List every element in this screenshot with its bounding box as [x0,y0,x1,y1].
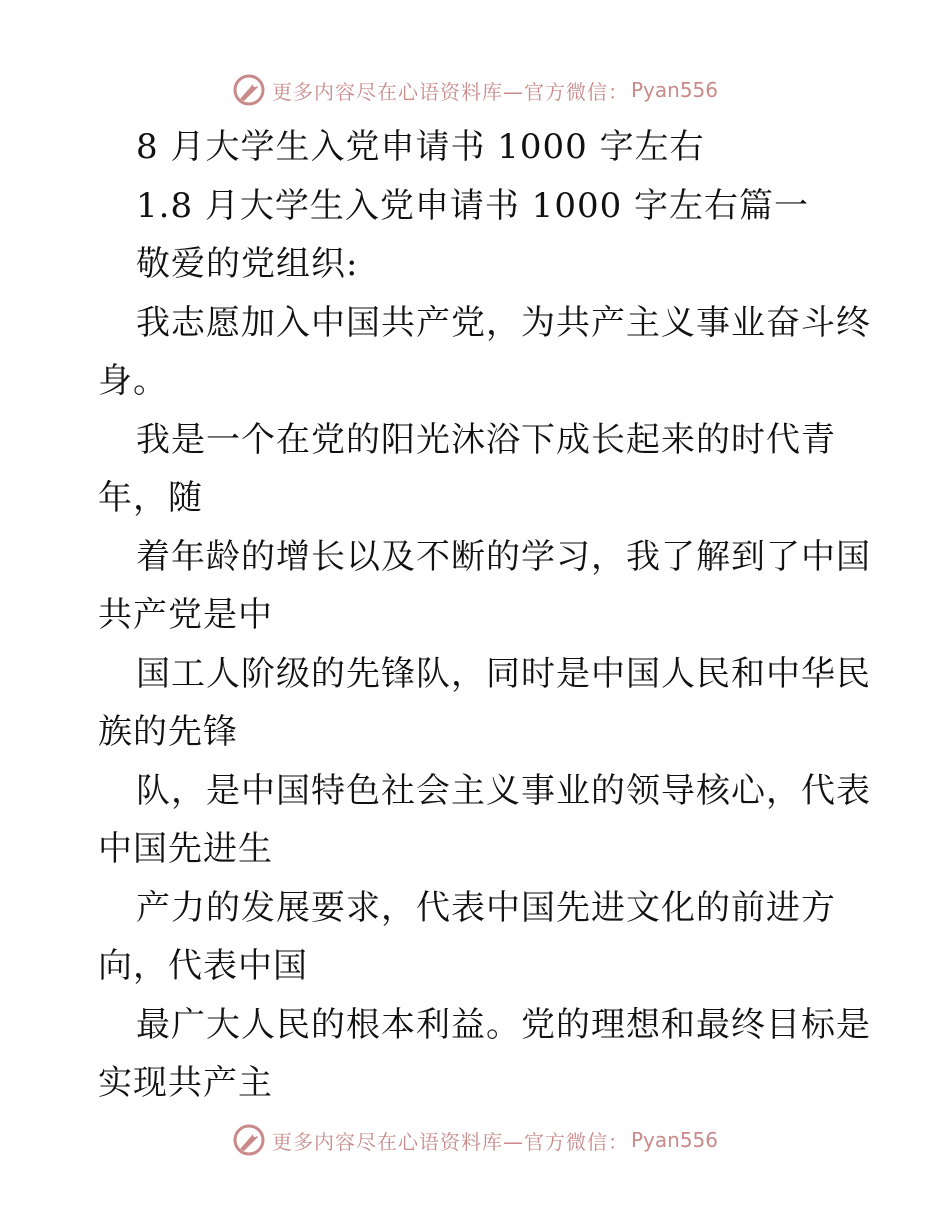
paragraph-line: 中国先进生 [98,829,273,869]
pen-nib-logo-icon [232,73,266,107]
paragraph-line: 产力的发展要求，代表中国先进文化的前进方 [136,887,836,928]
footer-watermark [0,1120,950,1160]
paragraph-line: 身。 [98,361,168,401]
paragraph-line: 队，是中国特色社会主义事业的领导核心，代表 [136,770,871,811]
watermark-wechat-id: Pyan556 [630,1128,718,1152]
watermark-wechat-id: Pyan556 [630,78,718,102]
document-body [98,118,871,1113]
paragraph-line: 实现共产主 [98,1063,273,1103]
paragraph-line: 年，随 [98,478,203,518]
paragraph-line: 着年龄的增长以及不断的学习，我了解到了中国 [136,536,871,577]
paragraph-line: 最广大人民的根本利益。党的理想和最终目标是 [136,1004,871,1045]
watermark-text: 更多内容尽在心语资料库—官方微信： [271,1129,629,1154]
paragraph-line: 我是一个在党的阳光沐浴下成长起来的时代青 [136,419,836,460]
section-heading: 1.8 月大学生入党申请书 1000 字左右篇一 [136,185,810,226]
paragraph-line: 共产党是中 [98,595,273,635]
doc-title: 8 月大学生入党申请书 1000 字左右 [136,127,705,167]
header-watermark [0,70,950,110]
paragraph-line: 族的先锋 [98,712,238,752]
paragraph-line: 国工人阶级的先锋队，同时是中国人民和中华民 [136,653,871,694]
paragraph-line: 向，代表中国 [98,946,308,986]
watermark-text: 更多内容尽在心语资料库—官方微信： [271,79,629,104]
paragraph-line: 我志愿加入中国共产党，为共产主义事业奋斗终 [136,302,871,343]
salutation: 敬爱的党组织: [136,244,359,284]
pen-nib-logo-icon [232,1123,266,1157]
